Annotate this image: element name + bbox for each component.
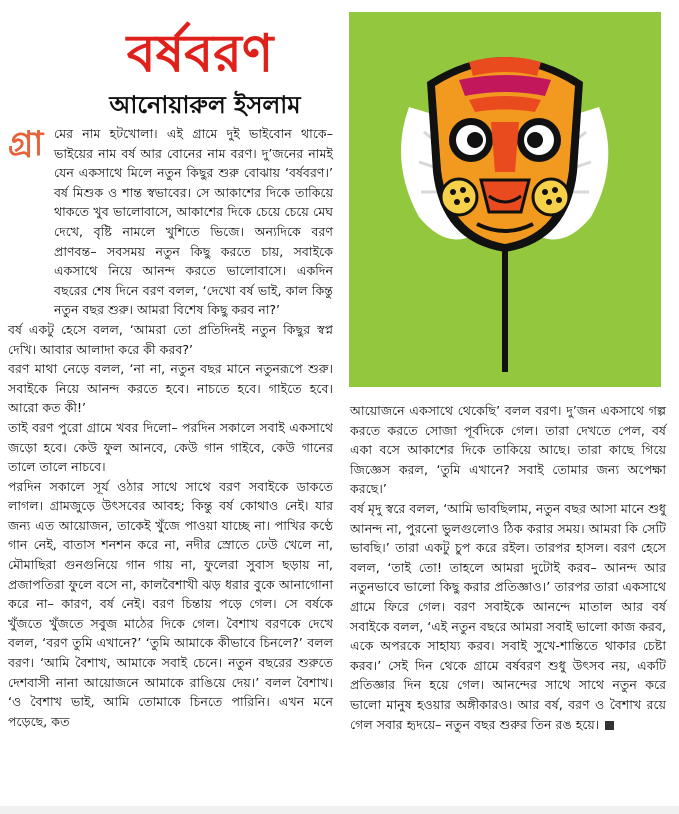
tiger-mask-illustration [349, 12, 661, 387]
end-mark-icon [605, 721, 614, 730]
left-column [8, 124, 333, 731]
paragraph-7-text: বর্ষ মৃদু স্বরে বলল, ‘আমি ভাবছিলাম, নতুন বছর আসা মানে শুধু আনন্দ না, পুরনো ভুলগুলোও ঠিক করার সময়। আমরা কি সেটি ভাবছি।’ তারা একটু চুপ করে রইল। তারপর হাসল। বরণ হেসে বলল, ‘তাই তো! তাহলে আমরা দুটোই করব– আনন্দ আর নতুনভাবে ভালো কিছু করার প্রতিজ্ঞাও।’ তারপর তারা একসাথে গ্রামে ফিরে গেল। বরণ সবাইকে আনন্দে মাতাল আর বর্ষ সবাইকে বলল, ‘এই নতুন বছরে আমরা সবাই ভালো কাজ করব, একে অপরকে সাহায্য করব। সবাই সুখে-শান্তিতে থাকার চেষ্টা করব।’ সেই দিন থেকে গ্রামে বর্ষবরণ শুধু উৎসব নয়, একটি প্রতিজ্ঞার দিন হয়ে গেল। আনন্দের সাথে সাথে নতুন করে ভালো মানুষ হওয়ার অঙ্গীকারও। আর বর্ষ, বরণ ও বৈশাখ রয়ে গেল সবার হৃদয়ে– নতুন বছর শুরুর তিন রঙ হয়ে। [350, 500, 666, 732]
article-author: আনোয়ারুল ইসলাম [109, 91, 301, 119]
paragraph-4: তাই বরণ পুরো গ্রামে খবর দিলো– পরদিন সকালে সবাই একসাথে জড়ো হবে। কেউ ফুল আনবে, কেউ গান গাইবে, কেউ গানের তালে তালে নাচবে। [8, 419, 333, 475]
first-paragraph [8, 124, 333, 320]
page-bottom-band [0, 806, 679, 814]
paragraph-7 [350, 499, 666, 734]
article-title: বর্ষবরণ [126, 23, 274, 84]
right-column [350, 401, 666, 734]
paragraph-6: আয়োজনে একসাথে থেকেছি’ বলল বরণ। দু’জন একসাথে গল্প করতে করতে সোজা পূর্বদিকে গেল। তারা দেখতে পেল, বর্ষ একা বসে আকাশের দিকে তাকিয়ে আছে। তারা কাছে গিয়ে জিজ্ঞেস করল, ‘তুমি এখানে? সবাই তোমার জন্য অপেক্ষা করছে।’ [350, 403, 666, 497]
paragraph-3: বরণ মাথা নেড়ে বলল, ‘না না, নতুন বছর মানে নতুনরূপে শুরু। সবাইকে নিয়ে আনন্দ করতে হবে। নাচতে হবে। গাইতে হবে। আরো কত কী!’ [8, 361, 333, 416]
paragraph-5: পরদিন সকালে সূর্য ওঠার সাথে সাথে বরণ সবাইকে ডাকতে লাগল। গ্রামজুড়ে উৎসবের আবহ; কিন্তু বর্ষ কোথাও নেই। যার জন্য এত আয়োজন, তাকেই খুঁজে পাওয়া যাচ্ছে না। পাখির কণ্ঠে গান নেই, বাতাস শনশন করে না, নদীর স্রোতে ঢেউ খেলে না, মৌমাছিরা গুনগুনিয়ে গান গায় না, ফুলেরা সুবাস ছড়ায় না, প্রজাপতিরা ফুলে বসে না, কালবৈশাখী ঝড় ধরার বুকে আনাগোনা করে না– কারণ, বর্ষ নেই। বরণ চিন্তায় পড়ে গেল। সে বর্ষকে খুঁজতে খুঁজতে সবুজ মাঠের দিকে গেল। বৈশাখ বরণকে দেখে বলল, ‘বরণ তুমি এখানে?’ ‘তুমি আমাকে কীভাবে চিনলে?’ বলল বরণ। ‘আমি বৈশাখ, আমাকে সবাই চেনে। নতুন বছরের শুরুতে দেশবাসী নানা আয়োজনে আমাকে রাঙিয়ে দেয়।’ বলল বৈশাখ। ‘ও বৈশাখ ভাই, আমি তোমাকে চিনতে পারিনি। এখন মনে পড়েছে, কত [8, 478, 333, 729]
drop-cap: গ্রা [8, 124, 44, 164]
tiger-mask-icon [349, 12, 661, 387]
paragraph-1: মের নাম হটখোলা। এই গ্রামে দুই ভাইবোন থাকে– ভাইয়ের নাম বর্ষ আর বোনের নাম বরণ। দু’জনের নামই যেন একসাথে মিলে নতুন কিছুর শুরু বোঝায় ‘বর্ষবরণ।’ বর্ষ মিশুক ও শান্ত স্বভাবের। সে আকাশের দিকে তাকিয়ে থাকতে খুব ভালোবাসে, আকাশের দিকে চেয়ে চেয়ে মেঘ দেখে, বৃষ্টি নামলে খুশিতে ভিজে। অন্যদিকে বরণ প্রাণবন্ত– সবসময় নতুন কিছু করতে চায়, সবাইকে একসাথে নিয়ে আনন্দ করতে ভালোবাসে। একদিন বছরের শেষ দিনে বরণ বলল, ‘দেখো বর্ষ ভাই, কাল কিন্তু নতুন বছর শুরু। আমরা বিশেষ কিছু করব না?’ [54, 126, 333, 318]
paragraph-2: বর্ষ একটু হেসে বলল, ‘আমরা তো প্রতিদিনই নতুন কিছুর স্বপ্ন দেখি। আবার আলাদা করে কী করব?’ [8, 321, 333, 357]
